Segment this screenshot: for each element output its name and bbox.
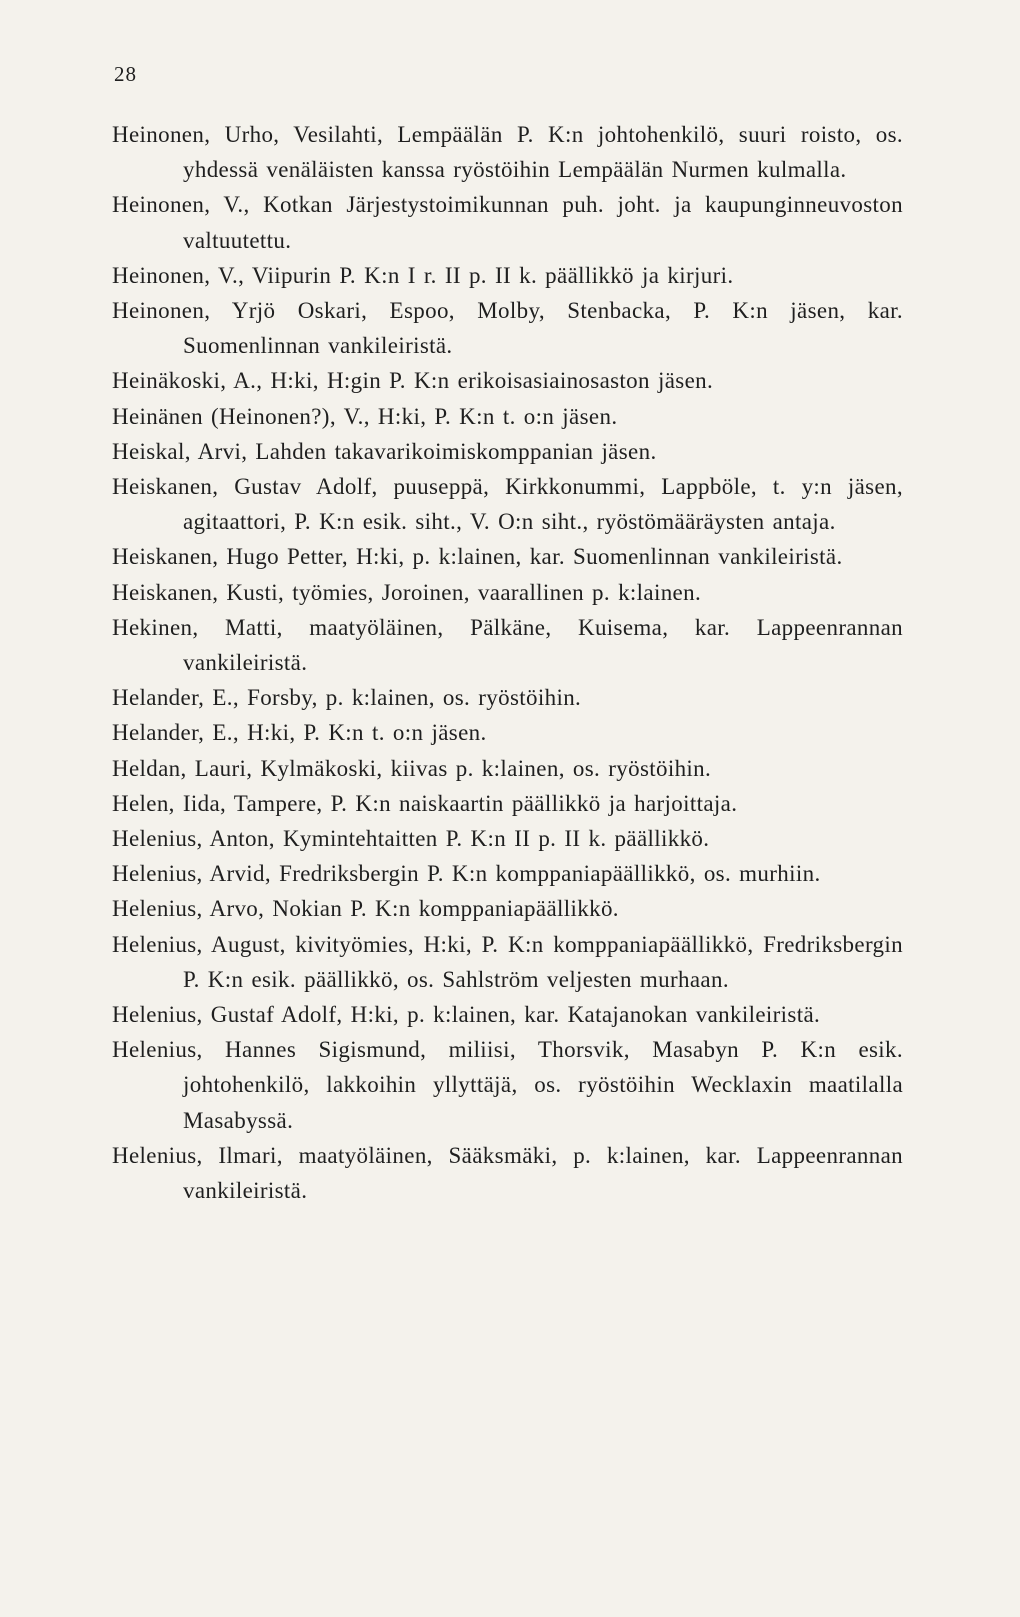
entry-heldan: Heldan, Lauri, Kylmäkoski, kiivas p. k:lainen, os. ryöstöihin. [112,755,712,781]
entry-heinonen-v-viipuri: Heinonen, V., Viipurin P. K:n I r. II p. II k. päällikkö ja kirjuri. [112,262,734,288]
entry-heiskal: Heiskal, Arvi, Lahden takavarikoimiskomppanian jäsen. [112,438,657,464]
entry-helenius-august: Helenius, August, kivityömies, H:ki, P. K:n komppaniapäällikkö, Fredriksbergin P. K:n esik. päällikkö, os. Sahlström veljesten murhaan. [112,931,903,992]
entry-helander-forsby: Helander, E., Forsby, p. k:lainen, os. ryöstöihin. [112,685,582,711]
entry-helenius-arvo: Helenius, Arvo, Nokian P. K:n komppaniapäällikkö. [112,896,619,922]
entry-heiskanen-kusti: Heiskanen, Kusti, työmies, Joroinen, vaarallinen p. k:lainen. [112,579,702,605]
entry-heinakoski: Heinäkoski, A., H:ki, H:gin P. K:n erikoisasiainosaston jäsen. [112,368,714,394]
entry-heinonen-yrjo: Heinonen, Yrjö Oskari, Espoo, Molby, Stenbacka, P. K:n jäsen, kar. Suomenlinnan vankileiristä. [112,298,903,359]
entry-heinonen-urho: Heinonen, Urho, Vesilahti, Lempäälän P. K:n johtohenkilö, suuri roisto, os. yhdessä venäläisten kanssa ryöstöihin Lempäälän Nurmen kulmalla. [112,122,903,183]
entry-heiskanen-gustav: Heiskanen, Gustav Adolf, puuseppä, Kirkkonummi, Lappböle, t. y:n jäsen, agitaattori, P. K:n esik. siht., V. O:n siht., ryöstömääräysten antaja. [112,474,903,535]
entry-helenius-arvid: Helenius, Arvid, Fredriksbergin P. K:n komppaniapäällikkö, os. murhiin. [112,861,821,887]
entry-helen: Helen, Iida, Tampere, P. K:n naiskaartin päällikkö ja harjoittaja. [112,790,738,816]
entry-heinanen: Heinänen (Heinonen?), V., H:ki, P. K:n t. o:n jäsen. [112,403,618,429]
entry-helenius-ilmari: Helenius, Ilmari, maatyöläinen, Sääksmäki, p. k:lainen, kar. Lappeenrannan vankileiristä. [112,1142,903,1204]
entry-helander-hki: Helander, E., H:ki, P. K:n t. o:n jäsen. [112,720,487,746]
entry-hekinen: Hekinen, Matti, maatyöläinen, Pälkäne, Kuisema, kar. Lappeenrannan vankileiristä. [112,614,903,676]
register-entries [0,117,1020,1208]
entry-helenius-hannes: Helenius, Hannes Sigismund, miliisi, Thorsvik, Masabyn P. K:n esik. johtohenkilö, lakkoihin yllyttäjä, os. ryöstöihin Wecklaxin maatilalla Masabyssä. [112,1037,903,1133]
entry-helenius-anton: Helenius, Anton, Kymintehtaitten P. K:n II p. II k. päällikkö. [112,826,710,852]
page-number: 28 [114,62,137,86]
entry-helenius-gustaf: Helenius, Gustaf Adolf, H:ki, p. k:lainen, kar. Katajanokan vankileiristä. [112,1002,821,1028]
entry-heiskanen-hugo: Heiskanen, Hugo Petter, H:ki, p. k:lainen, kar. Suomenlinnan vankileiristä. [112,544,843,570]
entry-heinonen-v-kotka: Heinonen, V., Kotkan Järjestystoimikunnan puh. joht. ja kaupunginneuvoston valtuutettu. [112,192,903,253]
